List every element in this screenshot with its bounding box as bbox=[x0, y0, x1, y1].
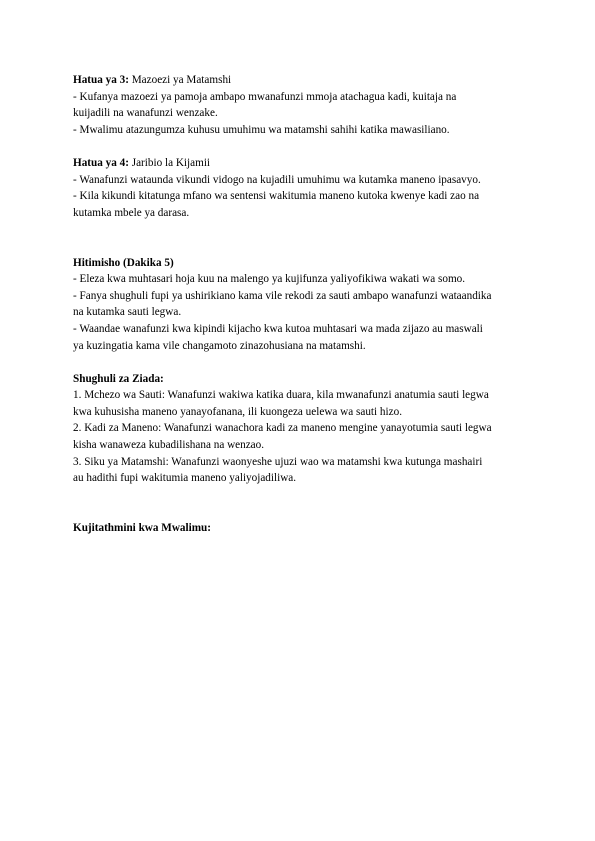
section-step-3 bbox=[73, 72, 533, 138]
section-self-evaluation bbox=[73, 520, 533, 537]
conclusion-heading-text: Hitimisho (Dakika 5) bbox=[73, 256, 174, 269]
conclusion-line: na kutamka sauti legwa. bbox=[73, 306, 182, 319]
section-step-4 bbox=[73, 155, 533, 221]
extra-line: kisha wanaweza kubadilishana na wenzao. bbox=[73, 439, 265, 452]
conclusion-line: - Fanya shughuli fupi ya ushirikiano kama vile rekodi za sauti ambapo wanafunzi wataandika bbox=[73, 289, 492, 302]
document-page bbox=[73, 72, 533, 537]
step-4-line: - Kila kikundi kitatunga mfano wa sentensi wakitumia maneno kutoka kwenye kadi zao na bbox=[73, 190, 480, 203]
extra-heading-text: Shughuli za Ziada: bbox=[73, 372, 164, 385]
spacer bbox=[73, 138, 533, 155]
extra-line: kwa kuhusisha maneno yanayofanana, ili kuongeza uelewa wa sauti hizo. bbox=[73, 405, 402, 418]
conclusion-heading bbox=[73, 255, 533, 272]
section-extra-activities bbox=[73, 371, 533, 487]
extra-heading bbox=[73, 371, 533, 388]
extra-line: 2. Kadi za Maneno: Wanafunzi wanachora kadi za maneno mengine yanayotumia sauti legwa bbox=[73, 422, 492, 435]
conclusion-line: - Waandae wanafunzi kwa kipindi kijacho kwa kutoa muhtasari wa mada zijazo au maswali bbox=[73, 322, 483, 335]
step-4-heading-label: Hatua ya 4: bbox=[73, 156, 129, 169]
step-3-line: - Mwalimu atazungumza kuhusu umuhimu wa matamshi sahihi katika mawasiliano. bbox=[73, 123, 450, 136]
spacer bbox=[73, 354, 533, 371]
conclusion-line: ya kuzingatia kama vile changamoto zinazohusiana na matamshi. bbox=[73, 339, 366, 352]
extra-line: au hadithi fupi wakitumia maneno yaliyojadiliwa. bbox=[73, 472, 297, 485]
extra-line: 1. Mchezo wa Sauti: Wanafunzi wakiwa katika duara, kila mwanafunzi anatumia sauti legwa bbox=[73, 389, 489, 402]
step-3-heading bbox=[73, 72, 533, 89]
section-conclusion bbox=[73, 255, 533, 355]
step-4-line: kutamka mbele ya darasa. bbox=[73, 206, 190, 219]
step-3-heading-label: Hatua ya 3: bbox=[73, 74, 129, 86]
spacer bbox=[73, 221, 533, 254]
step-4-heading bbox=[73, 155, 533, 172]
step-3-heading-title: Mazoezi ya Matamshi bbox=[128, 74, 232, 86]
conclusion-line: - Eleza kwa muhtasari hoja kuu na malengo ya kujifunza yaliyofikiwa wakati wa somo. bbox=[73, 273, 466, 286]
extra-line: 3. Siku ya Matamshi: Wanafunzi waonyeshe ujuzi wao wa matamshi kwa kutunga mashairi bbox=[73, 455, 483, 468]
step-3-line: kuijadili na wanafunzi wenzake. bbox=[73, 107, 218, 120]
step-3-line: - Kufanya mazoezi ya pamoja ambapo mwanafunzi mmoja atachagua kadi, kuitaja na bbox=[73, 90, 457, 103]
spacer bbox=[73, 487, 533, 520]
self-eval-heading-text: Kujitathmini kwa Mwalimu: bbox=[73, 522, 211, 535]
step-4-heading-title: Jaribio la Kijamii bbox=[128, 156, 211, 169]
self-eval-heading bbox=[73, 520, 533, 537]
step-4-line: - Wanafunzi wataunda vikundi vidogo na kujadili umuhimu wa kutamka maneno ipasavyo. bbox=[73, 173, 481, 186]
